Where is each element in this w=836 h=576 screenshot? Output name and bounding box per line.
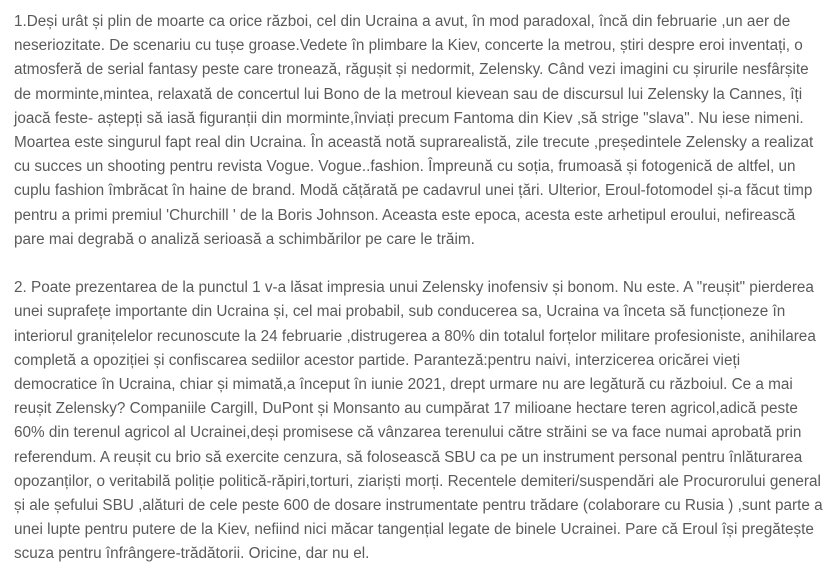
paragraph-2: 2. Poate prezentarea de la punctul 1 v-a lăsat impresia unui Zelensky inofensiv și bonom. Nu este. A "reușit" pierderea unei suprafețe importante din Ucraina și, cel mai probabil, sub conducerea sa, Ucraina va înceta să funcționeze în interiorul granițelelor recunoscute la 24 februarie ,distrugerea a 80% din totalul forțelor militare profesioniste, anihilarea completă a opoziției și confiscarea sediilor acestor partide. Paranteză:pentru naivi, interzicerea oricărei vieți democratice în Ucraina, chiar și mimată,a început în iunie 2021, drept urmare nu are legătură cu războiul. Ce a mai reușit Zelensky? Companiile Cargill, DuPont și Monsanto au cumpărat 17 milioane hectare teren agricol,adică peste 60% din terenul agricol al Ucrainei,deși promisese că vânzarea terenului către străini se va face numai aprobată prin referendum. A reușit cu brio să exercite cenzura, să folosească SBU ca pe un instrument personal pentru înlăturarea opozanților, o veritabilă poliție politică-răpiri,torturi, ziariști morți. Recentele demiteri/suspendări ale Procurorului general și ale șefului SBU ,alături de cele peste 600 de dosare instrumentate pentru trădare (colaborare cu Rusia ) ,sunt parte a unei lupte pentru putere de la Kiev, nefiind nici măcar tangențial legate de binele Ucrainei. Pare că Eroul își pregătește scuza pentru înfrângere-trădătorii. Oricine, dar nu el. — [14, 279, 823, 563]
article-body — [14, 10, 826, 567]
paragraph-1: 1.Deși urât și plin de moarte ca orice război, cel din Ucraina a avut, în mod paradoxal, încă din februarie ,un aer de neseriozitate. De scenariu cu tușe groase.Vedete în plimbare la Kiev, concerte la metrou, știri despre eroi inventați, o atmosferă de serial fantasy peste care tronează, răgușit și nedormit, Zelensky. Când vezi imagini cu șirurile nesfârșite de morminte,mintea, relaxată de concertul lui Bono de la metroul kievean sau de discursul lui Zelensky la Cannes, îți joacă feste- aștepți să iasă figuranții din morminte,înviați precum Fantoma din Kiev ,să strige "slava". Nu iese nimeni. Moartea este singurul fapt real din Ucraina. În această notă suprarealistă, zile trecute ,președintele Zelensky a realizat cu succes un shooting pentru revista Vogue. Vogue..fashion. Împreună cu soția, frumoasă și fotogenică de altfel, un cuplu fashion îmbrăcat în haine de brand. Modă cățărată pe cadavrul unei țări. Ulterior, Eroul-fotomodel și-a făcut timp pentru a primi premiul 'Churchill ' de la Boris Johnson. Aceasta este epoca, acesta este arhetipul eroului, nefirească pare mai degrabă o analiză serioasă a schimbărilor pe care le trăim. — [14, 13, 814, 248]
